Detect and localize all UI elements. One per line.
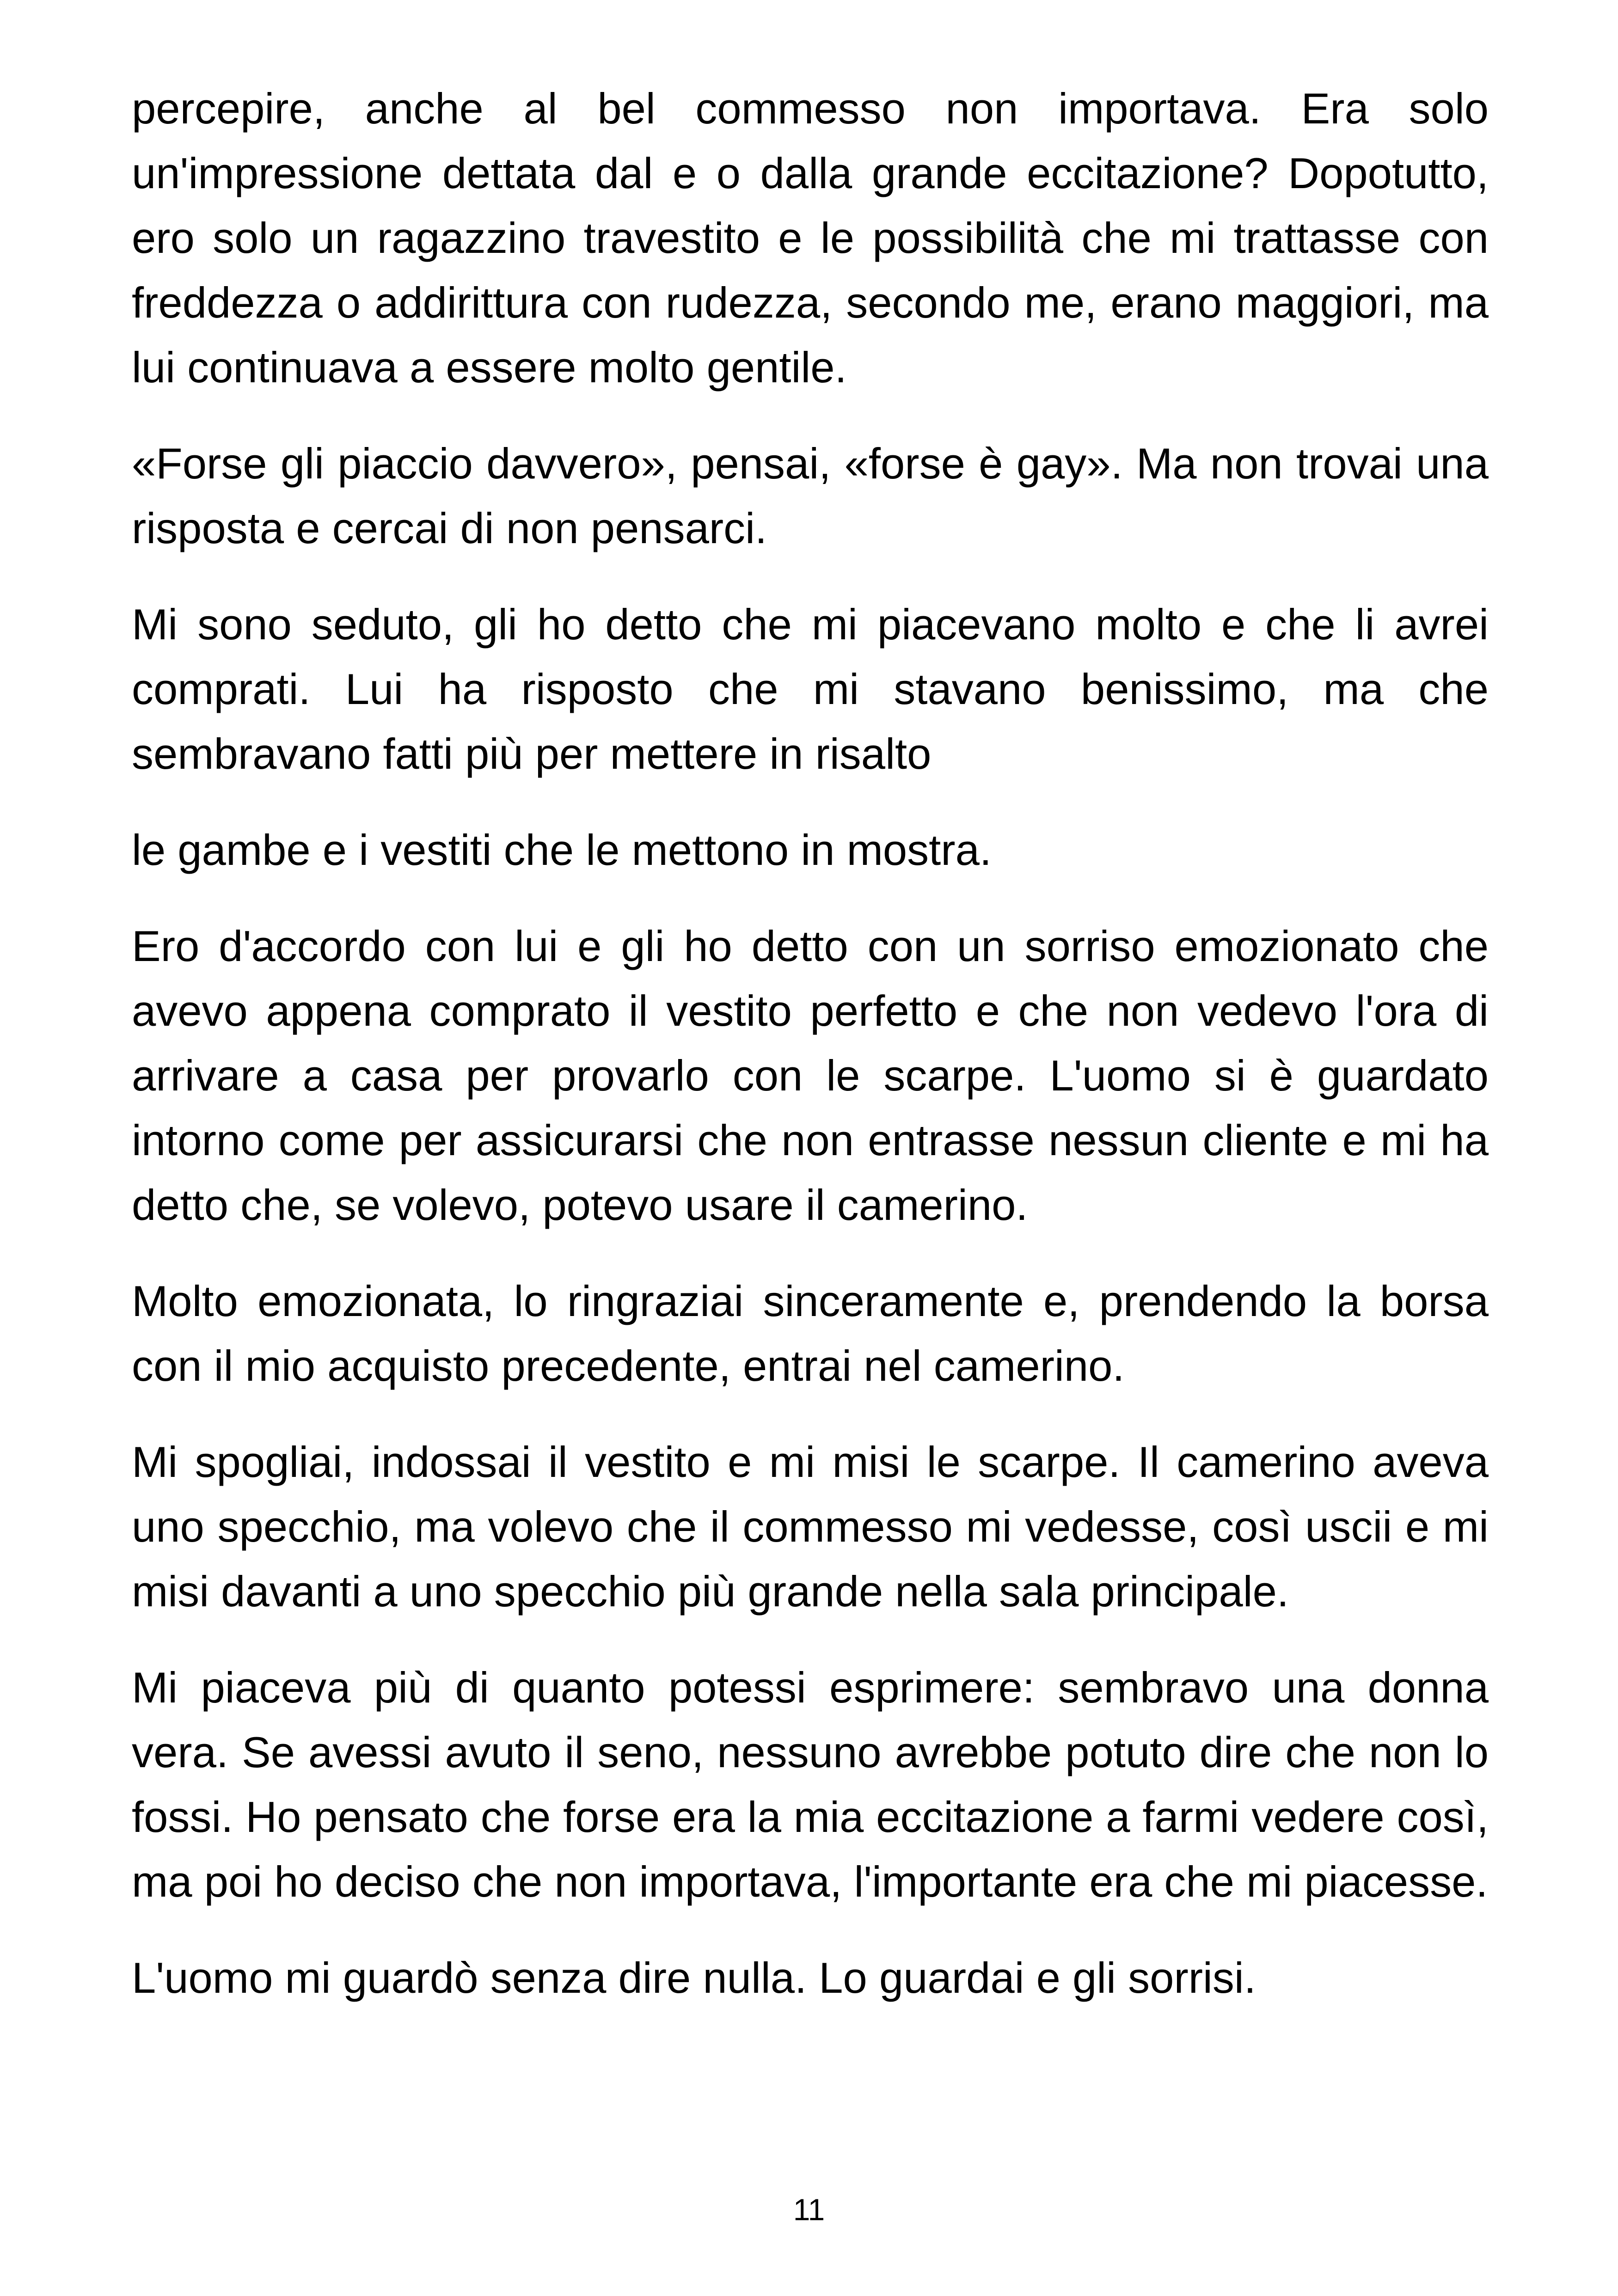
paragraph-8: Mi piaceva più di quanto potessi esprimere: sembravo una donna vera. Se avessi avuto il seno, nessuno avrebbe potuto dire che non lo fossi. Ho pensato che forse era la mia eccitazione a farmi vedere così, ma poi ho deciso che non importava, l'importante era che mi piacesse. (132, 1663, 1489, 1906)
paragraph-9: L'uomo mi guardò senza dire nulla. Lo guardai e gli sorrisi. (132, 1953, 1256, 2002)
paragraph-5: Ero d'accordo con lui e gli ho detto con un sorriso emozionato che avevo appena comprato il vestito perfetto e che non vedevo l'ora di arrivare a casa per provarlo con le scarpe. L'uomo si è guardato intorno come per assicurarsi che non entrasse nessun cliente e mi ha detto che, se volevo, potevo usare il camerino. (132, 922, 1489, 1229)
paragraph-3: Mi sono seduto, gli ho detto che mi piacevano molto e che li avrei comprati. Lui ha risposto che mi stavano benissimo, ma che sembravano fatti più per mettere in risalto (132, 600, 1489, 778)
page-number: 11 (793, 2192, 825, 2227)
paragraph-2: «Forse gli piaccio davvero», pensai, «forse è gay». Ma non trovai una risposta e cercai di non pensarci. (132, 439, 1489, 552)
paragraph-4: le gambe e i vestiti che le mettono in mostra. (132, 826, 992, 874)
paragraph-6: Molto emozionata, lo ringraziai sinceramente e, prendendo la borsa con il mio acquisto precedente, entrai nel camerino. (132, 1277, 1489, 1390)
paragraph-7: Mi spogliai, indossai il vestito e mi misi le scarpe. Il camerino aveva uno specchio, ma volevo che il commesso mi vedesse, così uscii e mi misi davanti a uno specchio più grande nella sala principale. (132, 1438, 1489, 1616)
paragraph-1: percepire, anche al bel commesso non importava. Era solo un'impressione dettata dal e o dalla grande eccitazione? Dopotutto, ero solo un ragazzino travestito e le possibilità che mi trattasse con freddezza o addirittura con rudezza, secondo me, erano maggiori, ma lui continuava a essere molto gentile. (132, 84, 1489, 392)
body-text (132, 76, 1489, 2042)
